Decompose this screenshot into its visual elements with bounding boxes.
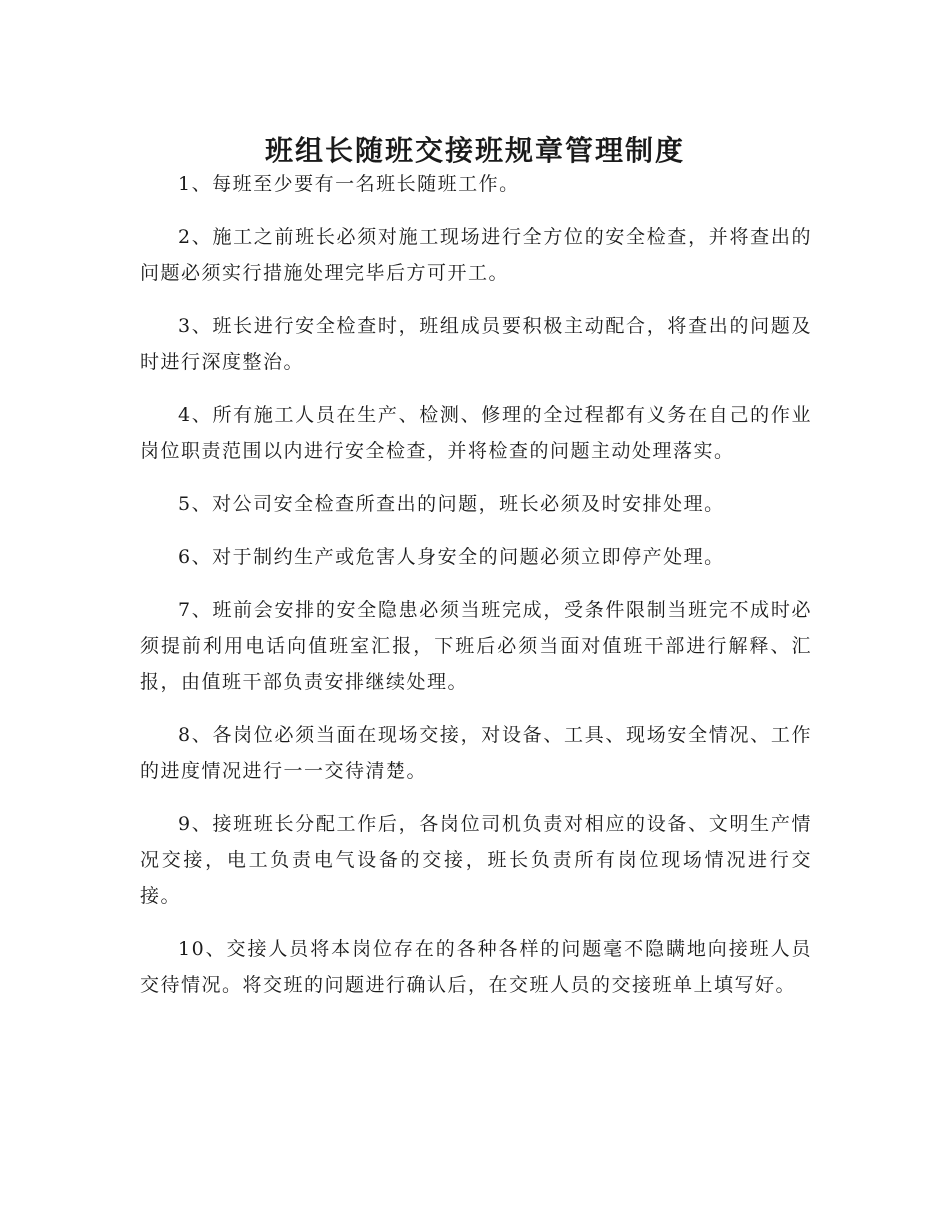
paragraph-2: 2、施工之前班长必须对施工现场进行全方位的安全检查，并将查出的问题必须实行措施处理完毕后方可开工。 [140, 226, 812, 284]
paragraph-3: 3、班长进行安全检查时，班组成员要积极主动配合，将查出的问题及时进行深度整治。 [140, 315, 812, 373]
paragraph-8: 8、各岗位必须当面在现场交接，对设备、工具、现场安全情况、工作的进度情况进行一一交待清楚。 [140, 724, 812, 782]
paragraph-4: 4、所有施工人员在生产、检测、修理的全过程都有义务在自己的作业岗位职责范围以内进行安全检查，并将检查的问题主动处理落实。 [140, 404, 812, 462]
document-title: 班组长随班交接班规章管理制度 [264, 133, 685, 167]
document-body [140, 166, 812, 1020]
paragraph-10: 10、交接人员将本岗位存在的各种各样的问题毫不隐瞒地向接班人员交待情况。将交班的问题进行确认后，在交班人员的交接班单上填写好。 [140, 938, 812, 996]
paragraph-7: 7、班前会安排的安全隐患必须当班完成，受条件限制当班完不成时必须提前利用电话向值班室汇报，下班后必须当面对值班干部进行解释、汇报，由值班干部负责安排继续处理。 [140, 599, 812, 693]
paragraph-9: 9、接班班长分配工作后，各岗位司机负责对相应的设备、文明生产情况交接，电工负责电气设备的交接，班长负责所有岗位现场情况进行交接。 [140, 813, 812, 907]
paragraph-1: 1、每班至少要有一名班长随班工作。 [178, 173, 520, 195]
paragraph-6: 6、对于制约生产或危害人身安全的问题必须立即停产处理。 [178, 546, 725, 568]
paragraph-5: 5、对公司安全检查所查出的问题，班长必须及时安排处理。 [178, 493, 725, 515]
